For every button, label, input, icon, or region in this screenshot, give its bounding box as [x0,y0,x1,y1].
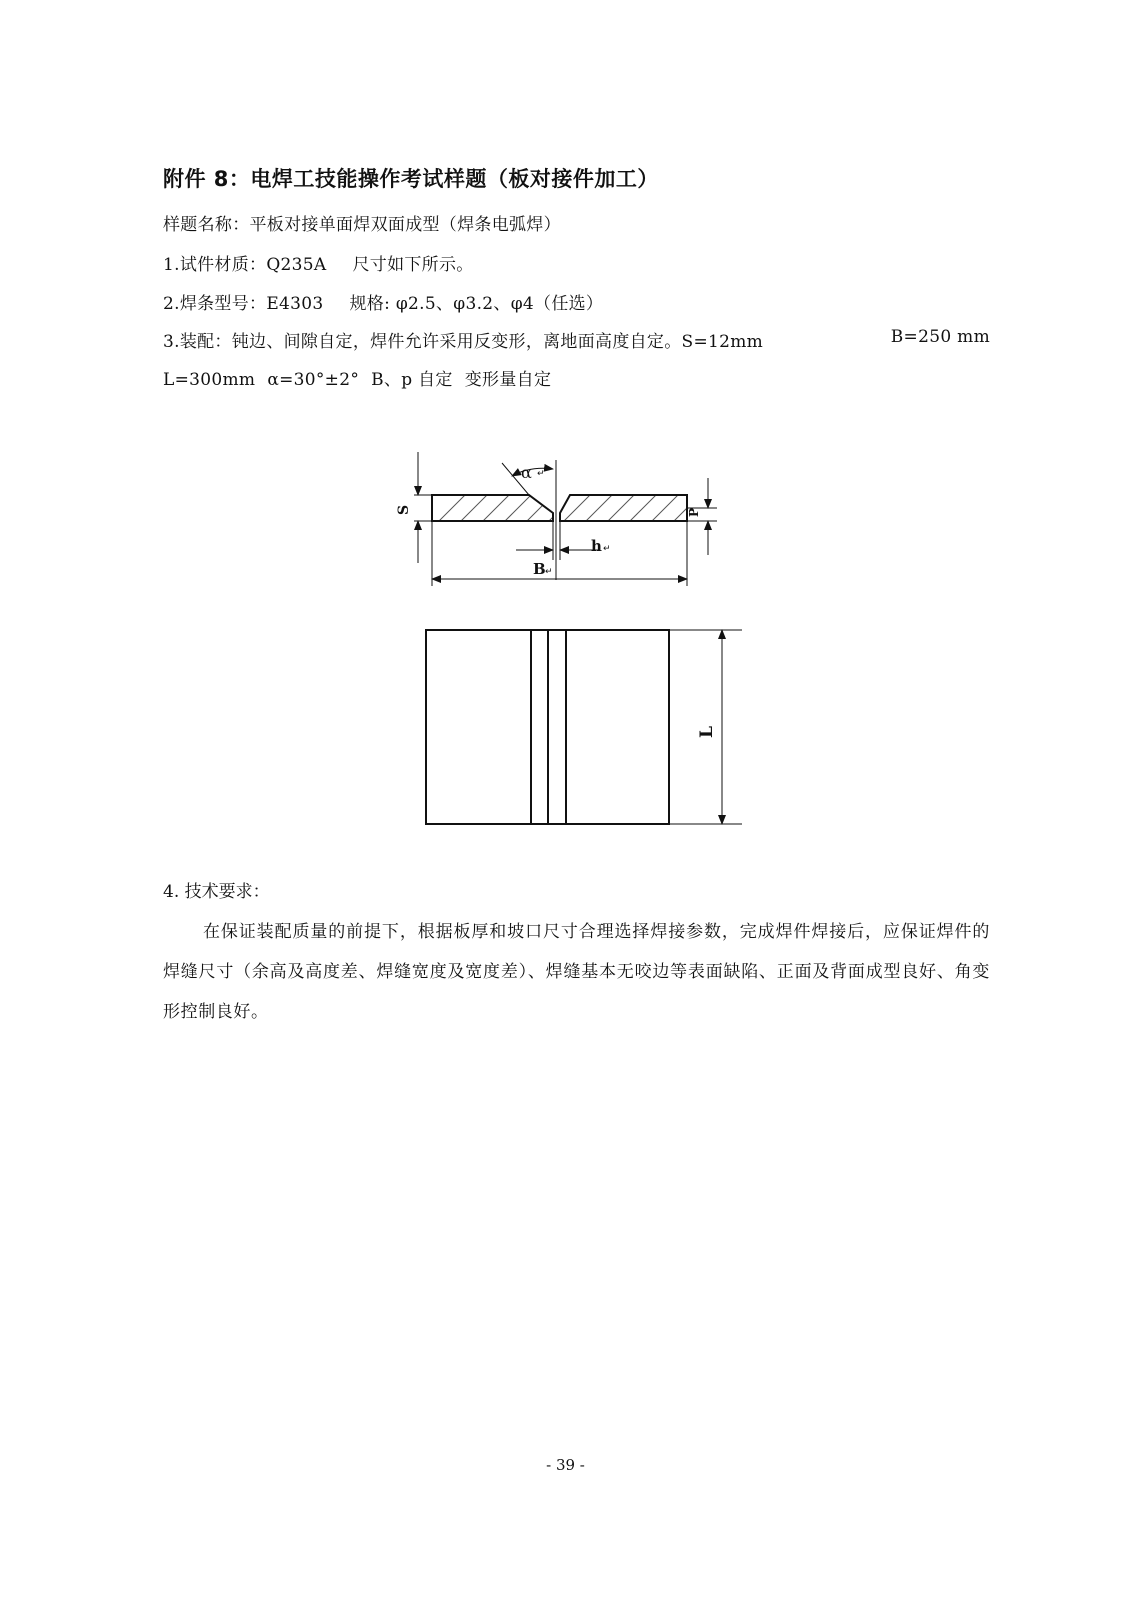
electrode-label: 2.焊条型号：E4303 [163,294,324,314]
material-note: 尺寸如下所示。 [352,255,474,275]
thickness-dimension [414,452,432,563]
assembly-b-value: B=250 mm [890,327,990,347]
return-mark-icon: ↵ [537,469,545,479]
sample-name: 样题名称：平板对接单面焊双面成型（焊条电弧焊） [163,215,561,235]
assembly-alpha: α=30°±2° [267,370,360,390]
assembly-bp: B、p 自定 [371,370,453,390]
tech-requirements-heading: 4. 技术要求： [163,882,270,902]
return-mark-icon: ↵ [545,567,553,577]
material-label: 1.试件材质：Q235A [163,255,327,275]
assembly-deform: 变形量自定 [464,370,552,390]
page-title: 附件 8：电焊工技能操作考试样题（板对接件加工） [163,167,659,191]
s-label: S [396,504,412,515]
assembly-text: 3.装配：钝边、间隙自定，焊件允许采用反变形，离地面高度自定。S=12mm [163,332,764,352]
left-plate [430,490,580,530]
b-label: B [533,560,546,578]
page-number: - 39 - [546,1456,585,1474]
alpha-label: α [521,463,532,482]
tech-requirements-text: 在保证装配质量的前提下，根据板厚和坡口尺寸合理选择焊接参数，完成焊件焊接后，应保证焊件的焊缝尺寸（余高及高度差、焊缝宽度及宽度差）、焊缝基本无咬边等表面缺陷、正面及背面成型良好、角变形控制良好。 [163,922,990,1022]
plan-view [426,630,669,824]
right-plate [555,490,705,530]
assembly-l: L=300mm [163,370,256,390]
p-label: P [687,507,701,517]
return-mark-icon: ↵ [603,544,611,554]
h-label: h [591,537,602,555]
gap-dimension [516,521,598,560]
l-label: L [697,726,717,738]
electrode-spec: 规格: φ2.5、φ3.2、φ4（任选） [349,294,604,314]
